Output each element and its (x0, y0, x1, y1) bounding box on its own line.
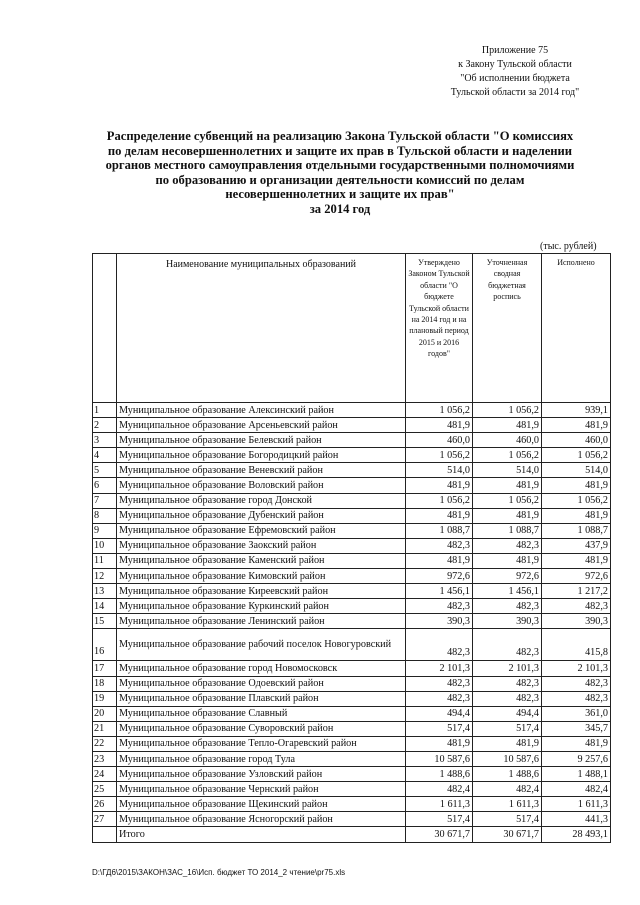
row-number: 6 (93, 478, 117, 493)
appendix-line: Приложение 75 (481, 45, 549, 56)
municipality-name: Муниципальное образование Плавский район (117, 691, 406, 706)
row-number: 18 (93, 676, 117, 691)
row-number: 20 (93, 706, 117, 721)
table-row (93, 812, 611, 827)
approved-amount: 481,9 (406, 553, 473, 568)
row-number: 25 (93, 782, 117, 797)
header-name: Наименование муниципальных образований (117, 254, 406, 403)
executed-amount: 1 217,2 (542, 584, 611, 599)
subventions-table (92, 253, 611, 843)
row-number: 15 (93, 614, 117, 629)
executed-amount: 441,3 (542, 812, 611, 827)
row-number: 22 (93, 736, 117, 751)
table-header-row (93, 254, 611, 403)
appendix-line: к Закону Тульской области (458, 59, 572, 70)
refined-amount: 1 088,7 (473, 523, 542, 538)
table-row (93, 523, 611, 538)
municipality-name: Муниципальное образование Одоевский район (117, 676, 406, 691)
total-label: Итого (117, 827, 406, 842)
appendix-line: "Об исполнении бюджета (460, 73, 570, 84)
refined-amount: 481,9 (473, 478, 542, 493)
executed-amount: 415,8 (542, 629, 611, 661)
table-row (93, 691, 611, 706)
refined-amount: 482,3 (473, 629, 542, 661)
approved-amount: 482,3 (406, 676, 473, 691)
row-number: 17 (93, 661, 117, 676)
document-title (70, 129, 610, 217)
executed-amount: 9 257,6 (542, 751, 611, 766)
approved-amount: 514,0 (406, 463, 473, 478)
municipality-name: Муниципальное образование Богородицкий район (117, 448, 406, 463)
municipality-name: Муниципальное образование Кимовский район (117, 569, 406, 584)
executed-amount: 481,9 (542, 478, 611, 493)
table-row (93, 508, 611, 523)
title-line: несовершеннолетних и защите их прав" (225, 187, 455, 202)
refined-amount: 1 056,2 (473, 493, 542, 508)
refined-amount: 1 488,6 (473, 767, 542, 782)
table-row (93, 782, 611, 797)
refined-amount: 514,0 (473, 463, 542, 478)
table-row (93, 584, 611, 599)
executed-amount: 1 056,2 (542, 493, 611, 508)
approved-amount: 1 611,3 (406, 797, 473, 812)
refined-amount: 1 611,3 (473, 797, 542, 812)
executed-amount: 482,3 (542, 691, 611, 706)
row-number: 1 (93, 403, 117, 418)
executed-amount: 481,9 (542, 418, 611, 433)
refined-amount: 1 056,2 (473, 403, 542, 418)
municipality-name: Муниципальное образование Заокский район (117, 538, 406, 553)
executed-amount: 345,7 (542, 721, 611, 736)
executed-amount: 481,9 (542, 553, 611, 568)
municipality-name: Муниципальное образование Каменский район (117, 553, 406, 568)
table-row (93, 569, 611, 584)
table-row (93, 676, 611, 691)
approved-amount: 482,4 (406, 782, 473, 797)
table-row (93, 721, 611, 736)
approved-amount: 481,9 (406, 478, 473, 493)
municipality-name: Муниципальное образование Воловский район (117, 478, 406, 493)
row-number: 5 (93, 463, 117, 478)
municipality-name: Муниципальное образование Ясногорский район (117, 812, 406, 827)
approved-amount: 390,3 (406, 614, 473, 629)
table-row (93, 661, 611, 676)
row-number: 12 (93, 569, 117, 584)
refined-amount: 10 587,6 (473, 751, 542, 766)
table-row (93, 433, 611, 448)
executed-amount: 1 088,7 (542, 523, 611, 538)
row-number: 19 (93, 691, 117, 706)
file-path-footer: D:\ГД6\2015\ЗАКОН\ЗАС_16\Исп. бюджет ТО 2014_2 чтение\pr75.xls (92, 868, 346, 877)
municipality-name: Муниципальное образование город Донской (117, 493, 406, 508)
title-line: по образованию и организации деятельности комиссий по делам (155, 172, 525, 187)
executed-amount: 482,3 (542, 676, 611, 691)
table-row (93, 403, 611, 418)
refined-amount: 390,3 (473, 614, 542, 629)
table-row (93, 706, 611, 721)
municipality-name: Муниципальное образование Ефремовский район (117, 523, 406, 538)
executed-amount: 482,4 (542, 782, 611, 797)
municipality-name: Муниципальное образование Алексинский район (117, 403, 406, 418)
row-number: 10 (93, 538, 117, 553)
approved-amount: 481,9 (406, 418, 473, 433)
refined-amount: 482,3 (473, 691, 542, 706)
municipality-name: Муниципальное образование Куркинский район (117, 599, 406, 614)
executed-amount: 481,9 (542, 508, 611, 523)
table-row (93, 767, 611, 782)
approved-amount: 10 587,6 (406, 751, 473, 766)
row-number: 11 (93, 553, 117, 568)
table-row (93, 418, 611, 433)
municipality-name: Муниципальное образование Славный (117, 706, 406, 721)
refined-amount: 482,3 (473, 538, 542, 553)
refined-amount: 481,9 (473, 736, 542, 751)
municipality-name: Муниципальное образование Веневский район (117, 463, 406, 478)
executed-amount: 1 056,2 (542, 448, 611, 463)
row-number: 13 (93, 584, 117, 599)
refined-amount: 481,9 (473, 553, 542, 568)
approved-amount: 1 456,1 (406, 584, 473, 599)
approved-amount: 517,4 (406, 721, 473, 736)
approved-amount: 1 056,2 (406, 493, 473, 508)
title-line: по делам несовершеннолетних и защите их прав в Тульской области и наделении (107, 143, 573, 158)
municipality-name: Муниципальное образование Тепло-Огаревский район (117, 736, 406, 751)
refined-amount: 482,3 (473, 676, 542, 691)
approved-amount: 482,3 (406, 599, 473, 614)
table-row (93, 797, 611, 812)
refined-amount: 494,4 (473, 706, 542, 721)
refined-amount: 2 101,3 (473, 661, 542, 676)
table-row (93, 599, 611, 614)
units-label: (тыс. рублей) (540, 241, 597, 252)
header-executed: Исполнено (542, 254, 611, 403)
approved-amount: 972,6 (406, 569, 473, 584)
row-number: 9 (93, 523, 117, 538)
refined-amount: 482,4 (473, 782, 542, 797)
municipality-name: Муниципальное образование город Новомосковск (117, 661, 406, 676)
executed-amount: 361,0 (542, 706, 611, 721)
executed-amount: 514,0 (542, 463, 611, 478)
total-refined: 30 671,7 (473, 827, 542, 842)
title-year: за 2014 год (309, 201, 371, 216)
approved-amount: 482,3 (406, 691, 473, 706)
total-approved: 30 671,7 (406, 827, 473, 842)
row-number: 7 (93, 493, 117, 508)
municipality-name: Муниципальное образование Суворовский район (117, 721, 406, 736)
table-row (93, 448, 611, 463)
refined-amount: 460,0 (473, 433, 542, 448)
approved-amount: 1 088,7 (406, 523, 473, 538)
executed-amount: 1 611,3 (542, 797, 611, 812)
row-number: 21 (93, 721, 117, 736)
refined-amount: 481,9 (473, 508, 542, 523)
approved-amount: 2 101,3 (406, 661, 473, 676)
table-row (93, 463, 611, 478)
approved-amount: 517,4 (406, 812, 473, 827)
approved-amount: 1 056,2 (406, 448, 473, 463)
table-row (93, 614, 611, 629)
refined-amount: 1 456,1 (473, 584, 542, 599)
municipality-name: Муниципальное образование город Тула (117, 751, 406, 766)
municipality-name: Муниципальное образование Чернский район (117, 782, 406, 797)
executed-amount: 2 101,3 (542, 661, 611, 676)
total-executed: 28 493,1 (542, 827, 611, 842)
total-index-cell (93, 827, 117, 842)
table-row (93, 736, 611, 751)
municipality-name: Муниципальное образование Ленинский район (117, 614, 406, 629)
refined-amount: 481,9 (473, 418, 542, 433)
row-number: 14 (93, 599, 117, 614)
appendix-line: Тульской области за 2014 год" (450, 87, 580, 98)
row-number: 8 (93, 508, 117, 523)
approved-amount: 482,3 (406, 629, 473, 661)
municipality-name: Муниципальное образование Арсеньевский район (117, 418, 406, 433)
approved-amount: 1 488,6 (406, 767, 473, 782)
refined-amount: 1 056,2 (473, 448, 542, 463)
approved-amount: 460,0 (406, 433, 473, 448)
appendix-note (420, 44, 610, 100)
municipality-name: Муниципальное образование Белевский район (117, 433, 406, 448)
municipality-name: Муниципальное образование рабочий поселок Новогуровский (117, 629, 406, 661)
table-row (93, 493, 611, 508)
row-number: 23 (93, 751, 117, 766)
title-line: Распределение субвенций на реализацию Закона Тульской области "О комиссиях (106, 129, 574, 143)
municipality-name: Муниципальное образование Щекинский район (117, 797, 406, 812)
executed-amount: 1 488,1 (542, 767, 611, 782)
refined-amount: 972,6 (473, 569, 542, 584)
executed-amount: 460,0 (542, 433, 611, 448)
row-number: 16 (93, 629, 117, 661)
executed-amount: 972,6 (542, 569, 611, 584)
executed-amount: 939,1 (542, 403, 611, 418)
municipality-name: Муниципальное образование Киреевский район (117, 584, 406, 599)
title-line: органов местного самоуправления отдельными государственными полномочиями (105, 158, 575, 173)
approved-amount: 482,3 (406, 538, 473, 553)
row-number: 4 (93, 448, 117, 463)
table-row (93, 751, 611, 766)
row-number: 27 (93, 812, 117, 827)
total-row (93, 827, 611, 842)
executed-amount: 390,3 (542, 614, 611, 629)
row-number: 3 (93, 433, 117, 448)
executed-amount: 481,9 (542, 736, 611, 751)
header-index (93, 254, 117, 403)
refined-amount: 517,4 (473, 721, 542, 736)
table-row (93, 553, 611, 568)
municipality-name: Муниципальное образование Узловский район (117, 767, 406, 782)
approved-amount: 481,9 (406, 508, 473, 523)
table-row (93, 538, 611, 553)
refined-amount: 482,3 (473, 599, 542, 614)
refined-amount: 517,4 (473, 812, 542, 827)
row-number: 24 (93, 767, 117, 782)
executed-amount: 437,9 (542, 538, 611, 553)
approved-amount: 1 056,2 (406, 403, 473, 418)
header-approved: Утверждено Законом Тульской области "О бюджете Тульской области на 2014 год и на плановый период 2015 и 2016 годов" (406, 254, 473, 403)
municipality-name: Муниципальное образование Дубенский район (117, 508, 406, 523)
row-number: 26 (93, 797, 117, 812)
approved-amount: 494,4 (406, 706, 473, 721)
table-row (93, 629, 611, 661)
table-row (93, 478, 611, 493)
approved-amount: 481,9 (406, 736, 473, 751)
executed-amount: 482,3 (542, 599, 611, 614)
row-number: 2 (93, 418, 117, 433)
header-refined: Уточненная сводная бюджетная роспись (473, 254, 542, 403)
